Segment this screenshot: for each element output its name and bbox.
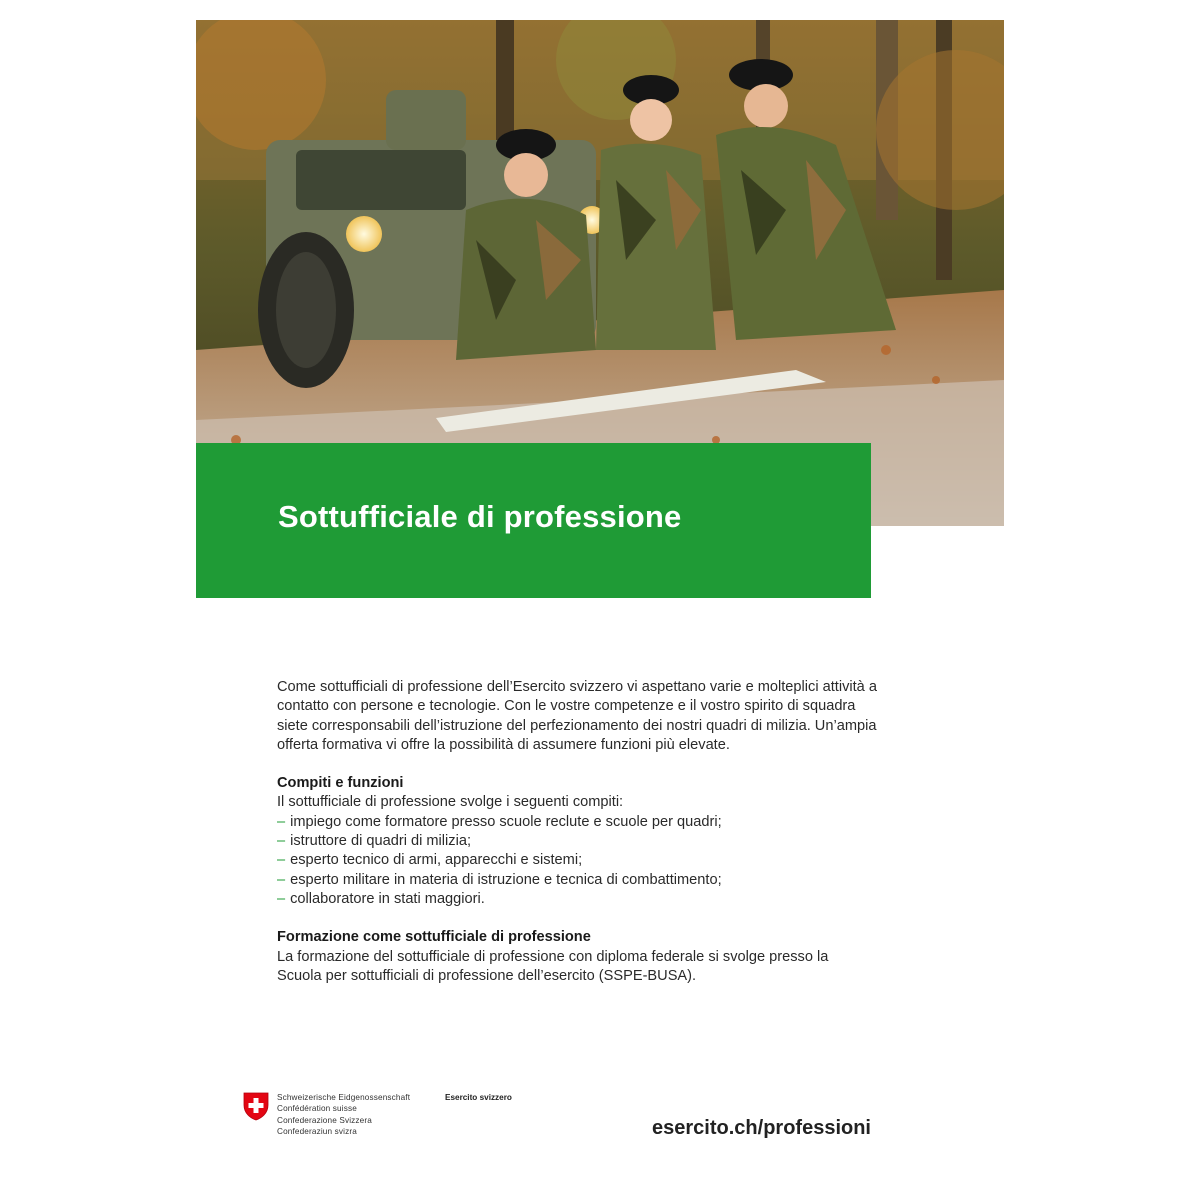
list-item [277, 871, 877, 890]
page-title: Sottufficiale di professione [278, 499, 682, 534]
dash-bullet: – [277, 813, 286, 830]
list-item-text: istruttore di quadri di milizia; [290, 833, 471, 850]
list-item [277, 890, 877, 909]
body-content [277, 678, 877, 986]
tasks-heading: Compiti e funzioni [277, 775, 404, 792]
website-link[interactable]: esercito.ch/professioni [652, 1117, 871, 1139]
army-name: Esercito svizzero [445, 1093, 512, 1102]
title-band [196, 443, 871, 598]
confederation-name-de: Schweizerische Eidgenossenschaft [277, 1093, 411, 1102]
confederation-name-fr: Confédération suisse [277, 1104, 357, 1114]
dash-bullet: – [277, 852, 286, 869]
list-item [277, 851, 877, 870]
training-text: La formazione del sottufficiale di professione con diploma federale si svolge presso la Scuola per sottufficiali di professione dell’esercito (SSPE-BUSA). [277, 948, 829, 984]
dash-bullet: – [277, 890, 286, 907]
swiss-coat-of-arms-icon [243, 1092, 269, 1121]
confederation-logo [243, 1092, 543, 1140]
dash-bullet: – [277, 871, 286, 888]
training-heading: Formazione come sottufficiale di professione [277, 929, 591, 946]
list-item-text: esperto tecnico di armi, apparecchi e sistemi; [290, 852, 583, 869]
confederation-name-it: Confederazione Svizzera [277, 1115, 372, 1125]
dash-bullet: – [277, 833, 286, 850]
list-item [277, 832, 877, 851]
list-item-text: impiego come formatore presso scuole reclute e scuole per quadri; [290, 813, 722, 830]
confederation-name-rm: Confederaziun svizra [277, 1127, 357, 1137]
tasks-lead: Il sottufficiale di professione svolge i seguenti compiti: [277, 794, 624, 811]
list-item-text: collaboratore in stati maggiori. [290, 890, 485, 907]
tasks-list [277, 813, 877, 909]
list-item-text: esperto militare in materia di istruzione e tecnica di combattimento; [290, 871, 722, 888]
list-item [277, 813, 877, 832]
intro-paragraph: Come sottufficiali di professione dell’Esercito svizzero vi aspettano varie e molteplici attività a contatto con persone e tecnologie. Con le vostre competenze e il vostro spirito di squadra siete corresponsabili dell’istruzione del perfezionamento dei nostri quadri di milizia. Un’ampia offerta formativa vi offre la possibilità di assumere funzioni più elevate. [277, 679, 877, 753]
confederation-names [277, 1092, 410, 1138]
